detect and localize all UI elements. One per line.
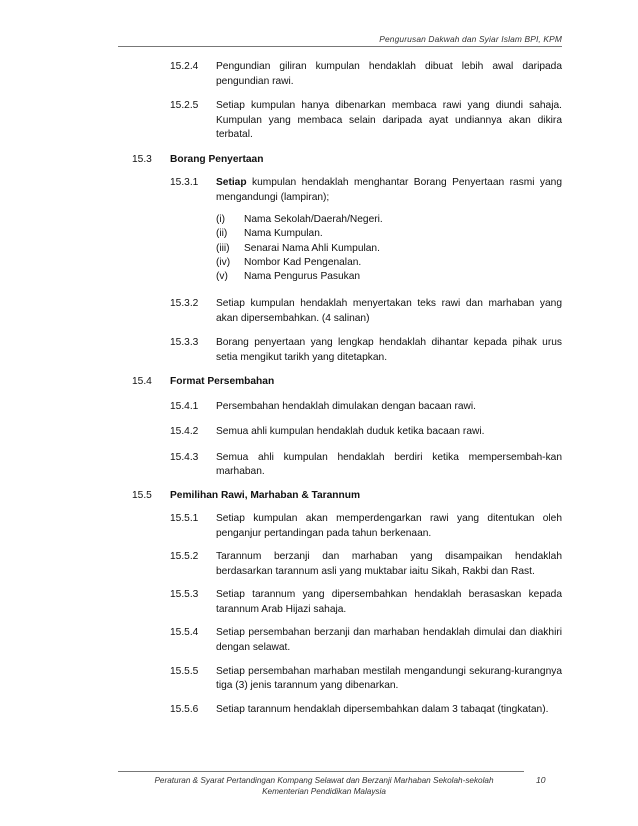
sub-item <box>216 256 562 270</box>
list-item <box>0 336 638 365</box>
item-number: 15.2.5 <box>170 100 199 112</box>
item-text: Setiap tarannum yang dipersembahkan hendaklah berasaskan kepada tarannum Arab Hijazi sahaja. <box>216 589 562 615</box>
item-number: 15.2.4 <box>170 61 199 72</box>
list-item <box>0 425 638 440</box>
footer-line-1: Peraturan & Syarat Pertandingan Kompang Selawat dan Berzanji Marhaban Sekolah-sekolah <box>154 776 494 785</box>
section-title: Format Persembahan <box>170 375 275 387</box>
list-item <box>0 400 638 415</box>
item-text: Pengundian giliran kumpulan hendaklah dibuat lebih awal daripada pengundian rawi. <box>216 61 562 87</box>
item-number: 15.3.1 <box>170 176 199 188</box>
item-body: kumpulan hendaklah menghantar Borang Penyertaan rasmi yang mengandungi (lampiran); <box>216 176 562 203</box>
list-item <box>0 176 638 205</box>
section-title: Pemilihan Rawi, Marhaban & Tarannum <box>170 489 361 501</box>
item-text: Setiap persembahan marhaban mestilah mengandungi sekurang-kurangnya tiga (3) jenis tarannum yang dibenarkan. <box>216 665 562 692</box>
sub-text: Nama Pengurus Pasukan <box>244 270 361 282</box>
item-number: 15.4.2 <box>170 426 199 438</box>
list-item <box>0 99 638 143</box>
section-number: 15.3 <box>132 153 152 165</box>
sub-number: (i) <box>216 214 226 226</box>
sub-text: Nama Kumpulan. <box>244 228 323 240</box>
sub-number: (ii) <box>216 228 228 240</box>
item-number: 15.3.3 <box>170 337 199 349</box>
item-number: 15.4.1 <box>170 400 199 412</box>
item-number: 15.3.2 <box>170 298 199 310</box>
sub-number: (iii) <box>216 242 230 254</box>
item-number: 15.5.4 <box>170 627 199 639</box>
list-item <box>0 451 638 480</box>
item-text: Setiap tarannum hendaklah dipersembahkan dalam 3 tabaqat (tingkatan). <box>216 703 549 715</box>
list-item <box>0 703 638 718</box>
sub-item <box>216 227 562 241</box>
item-text: Setiap kumpulan hendaklah menyertakan teks rawi dan marhaban yang akan dipersembahkan. (4 salinan) <box>216 298 562 324</box>
sub-number: (v) <box>216 270 228 282</box>
item-text: Persembahan hendaklah dimulakan dengan bacaan rawi. <box>216 400 476 412</box>
footer-line-2: Kementerian Pendidikan Malaysia <box>262 787 386 796</box>
page-footer <box>148 775 500 797</box>
page-header: Pengurusan Dakwah dan Syiar Islam BPI, KPM <box>379 34 562 44</box>
section-title: Borang Penyertaan <box>170 153 264 165</box>
header-rule <box>118 46 562 47</box>
item-number: 15.5.1 <box>170 512 199 524</box>
section-heading <box>0 374 638 392</box>
list-item <box>0 588 638 617</box>
list-item <box>0 60 638 89</box>
item-number: 15.4.3 <box>170 451 199 463</box>
list-item <box>0 297 638 326</box>
list-item <box>0 550 638 579</box>
item-number: 15.5.5 <box>170 665 199 677</box>
sub-item <box>216 270 562 284</box>
item-lead: Setiap <box>216 176 247 188</box>
document-body <box>0 58 638 717</box>
section-number: 15.4 <box>132 375 152 387</box>
item-number: 15.5.3 <box>170 589 199 601</box>
sub-number: (iv) <box>216 256 231 268</box>
item-text <box>216 176 562 205</box>
list-item <box>0 512 638 541</box>
item-text: Setiap persembahan berzanji dan marhaban hendaklah dimulai dan diakhiri dengan selawat. <box>216 627 562 654</box>
section-format-persembahan <box>0 374 638 480</box>
page-number: 10 <box>536 775 546 785</box>
section-pemilihan-rawi <box>0 488 638 718</box>
section-heading <box>0 152 638 170</box>
item-text: Setiap kumpulan hanya dibenarkan membaca rawi yang diundi sahaja. Kumpulan yang membaca selain daripada ayat undiannya akan dikira terbatal. <box>216 100 562 141</box>
footer-rule <box>118 771 524 772</box>
sub-item <box>216 213 562 227</box>
sub-text: Nama Sekolah/Daerah/Negeri. <box>244 214 383 226</box>
sub-text: Nombor Kad Pengenalan. <box>244 256 362 268</box>
item-number: 15.5.6 <box>170 703 199 715</box>
item-text: Tarannum berzanji dan marhaban yang disampaikan hendaklah berdasarkan tarannum asli yang muktabar iaitu Sikah, Rakbi dan Rast. <box>216 551 562 577</box>
item-text: Semua ahli kumpulan hendaklah duduk ketika bacaan rawi. <box>216 426 485 438</box>
item-text: Semua ahli kumpulan hendaklah berdiri ketika mempersembah-kan marhaban. <box>216 451 562 478</box>
list-item <box>0 626 638 655</box>
sub-list <box>216 213 562 284</box>
section-borang-penyertaan <box>0 152 638 366</box>
sub-text: Senarai Nama Ahli Kumpulan. <box>244 242 380 254</box>
list-item <box>0 665 638 694</box>
section-heading <box>0 488 638 506</box>
section-number: 15.5 <box>132 489 152 501</box>
item-text: Borang penyertaan yang lengkap hendaklah dihantar kepada pihak urus setia mengikut tarikh yang ditetapkan. <box>216 337 562 363</box>
item-text: Setiap kumpulan akan memperdengarkan rawi yang ditentukan oleh penganjur pertandingan pada tahun berkenaan. <box>216 512 562 539</box>
item-number: 15.5.2 <box>170 551 199 563</box>
sub-item <box>216 242 562 256</box>
section-continuation <box>0 60 638 143</box>
